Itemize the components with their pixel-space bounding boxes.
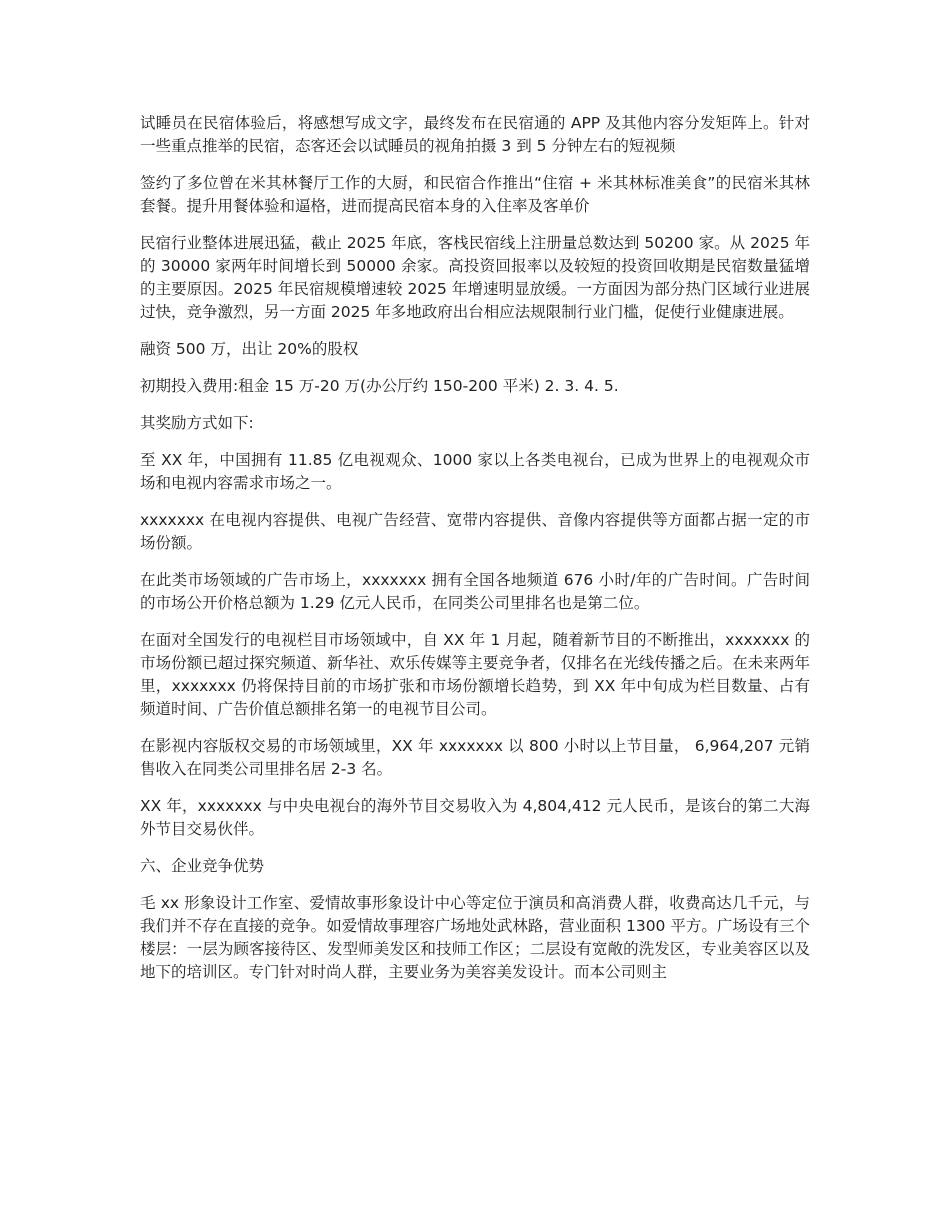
paragraph-homestay-industry: 民宿行业整体进展迅猛，截止 2025 年底，客栈民宿线上注册量总数达到 50200 家。从 2025 年的 30000 家两年时间增长到 50000 余家。高投资回报率以及较短的投资回收期是民宿数量猛增的主要原因。2025 年民宿规模增速较 2025 年增速明显放缓。一方面因为部分热门区域行业进展过快，竞争激烈，另一方面 2025 年多地政府出台相应法规限制行业门槛，促使行业健康进展。 — [140, 234, 810, 321]
paragraph-michelin-chef: 签约了多位曾在米其林餐厅工作的大厨，和民宿合作推出“住宿 + 米其林标准美食”的民宿米其林套餐。提升用餐体验和逼格，进而提高民宿本身的入住率及客单价 — [140, 174, 810, 215]
paragraph-reward-method: 其奖励方式如下: — [140, 414, 254, 432]
paragraph-overseas-trade: XX 年，xxxxxxx 与中央电视台的海外节目交易收入为 4,804,412 元人民币，是该台的第二大海外节目交易伙伴。 — [140, 797, 810, 838]
paragraph-trial-sleeper: 试睡员在民宿体验后，将感想写成文字，最终发布在民宿通的 APP 及其他内容分发矩阵上。针对一些重点推举的民宿，态客还会以试睡员的视角拍摄 3 到 5 分钟左右的短视频 — [140, 114, 810, 155]
paragraph-ad-market: 在此类市场领域的广告市场上，xxxxxxx 拥有全国各地频道 676 小时/年的广告时间。广告时间的市场公开价格总额为 1.29 亿元人民币，在同类公司里排名也是第二位。 — [140, 571, 810, 612]
section-heading-competitive-advantage: 六、企业竞争优势 — [140, 857, 265, 875]
paragraph-copyright-trade: 在影视内容版权交易的市场领域里，XX 年 xxxxxxx 以 800 小时以上节目量， 6,964,207 元销售收入在同类公司里排名居 2-3 名。 — [140, 737, 810, 778]
paragraph-tv-program-market: 在面对全国发行的电视栏目市场领域中，自 XX 年 1 月起，随着新节目的不断推出，xxxxxxx 的市场份额已超过探究频道、新华社、欢乐传媒等主要竞争者，仅排名在光线传播之后。在未来两年里，xxxxxxx 仍将保持目前的市场扩张和市场份额增长趋势，到 XX 年中旬成为栏目数量、占有频道时间、广告价值总额排名第一的电视节目公司。 — [140, 631, 810, 718]
paragraph-competitors: 毛 xx 形象设计工作室、爱情故事形象设计中心等定位于演员和高消费人群，收费高达几千元，与我们并不存在直接的竞争。如爱情故事理容广场地处武林路，营业面积 1300 平方。广场设有三个楼层：一层为顾客接待区、发型师美发区和技师工作区；二层设有宽敞的洗发区，专业美容区以及地下的培训区。专门针对时尚人群，主要业务为美容美发设计。而本公司则主 — [140, 894, 810, 981]
paragraph-tv-audience: 至 XX 年，中国拥有 11.85 亿电视观众、1000 家以上各类电视台，已成为世界上的电视观众市场和电视内容需求市场之一。 — [140, 451, 810, 492]
document-body — [140, 112, 810, 998]
paragraph-initial-cost: 初期投入费用:租金 15 万-20 万(办公厅约 150-200 平米) 2. 3. 4. 5. — [140, 377, 619, 395]
paragraph-market-share: xxxxxxx 在电视内容提供、电视广告经营、宽带内容提供、音像内容提供等方面都占据一定的市场份额。 — [140, 511, 810, 552]
paragraph-financing: 融资 500 万，出让 20%的股权 — [140, 340, 359, 358]
